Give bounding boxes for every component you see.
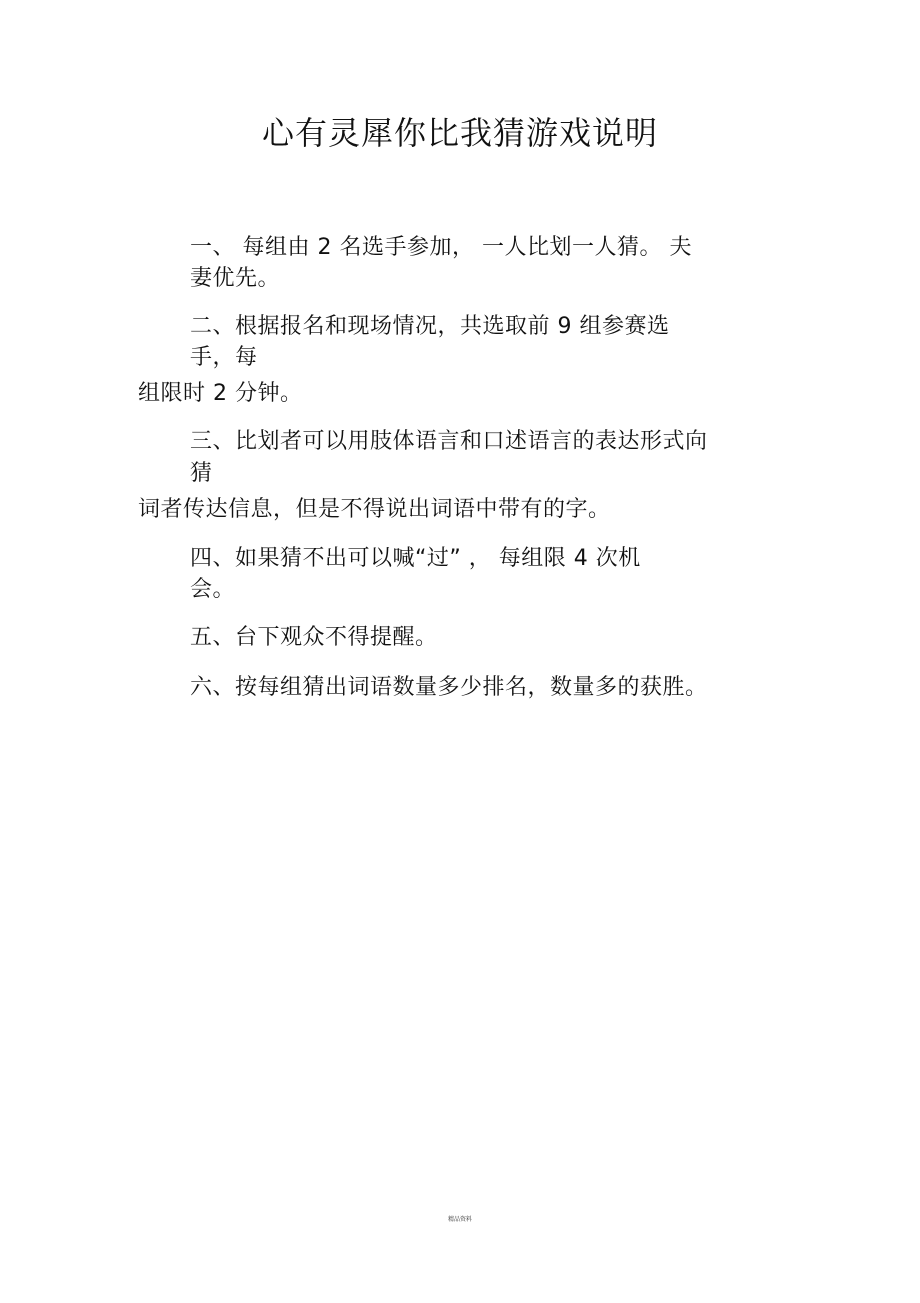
- rule-4-line-1: 四、如果猜不出可以喊“过” ， 每组限 4 次机: [190, 546, 641, 571]
- rule-2-line-1: 二、根据报名和现场情况，共选取前 9 组参赛选: [190, 314, 670, 339]
- rule-6-line: 六、按每组猜出词语数量多少排名，数量多的获胜。: [190, 675, 708, 700]
- rule-2-line-3: 组限时 2 分钟。: [138, 381, 303, 406]
- rule-3-line-3: 词者传达信息，但是不得说出词语中带有的字。: [138, 497, 611, 522]
- rule-2-line-2: 手，每: [190, 345, 258, 370]
- rule-3-line-2: 猜: [190, 461, 213, 486]
- rule-1-line-1: 一、 每组由 2 名选手参加， 一人比划一人猜。 夫: [190, 235, 692, 260]
- rule-1-line-2: 妻优先。: [190, 266, 281, 291]
- page-title: 心有灵犀你比我猜游戏说明: [261, 114, 658, 152]
- rule-3-line-1: 三、比划者可以用肢体语言和口述语言的表达形式向: [190, 429, 708, 454]
- page-footer: 精品资料: [447, 1216, 472, 1223]
- rule-4-line-2: 会。: [190, 577, 236, 602]
- rule-5-line: 五、台下观众不得提醒。: [190, 625, 438, 650]
